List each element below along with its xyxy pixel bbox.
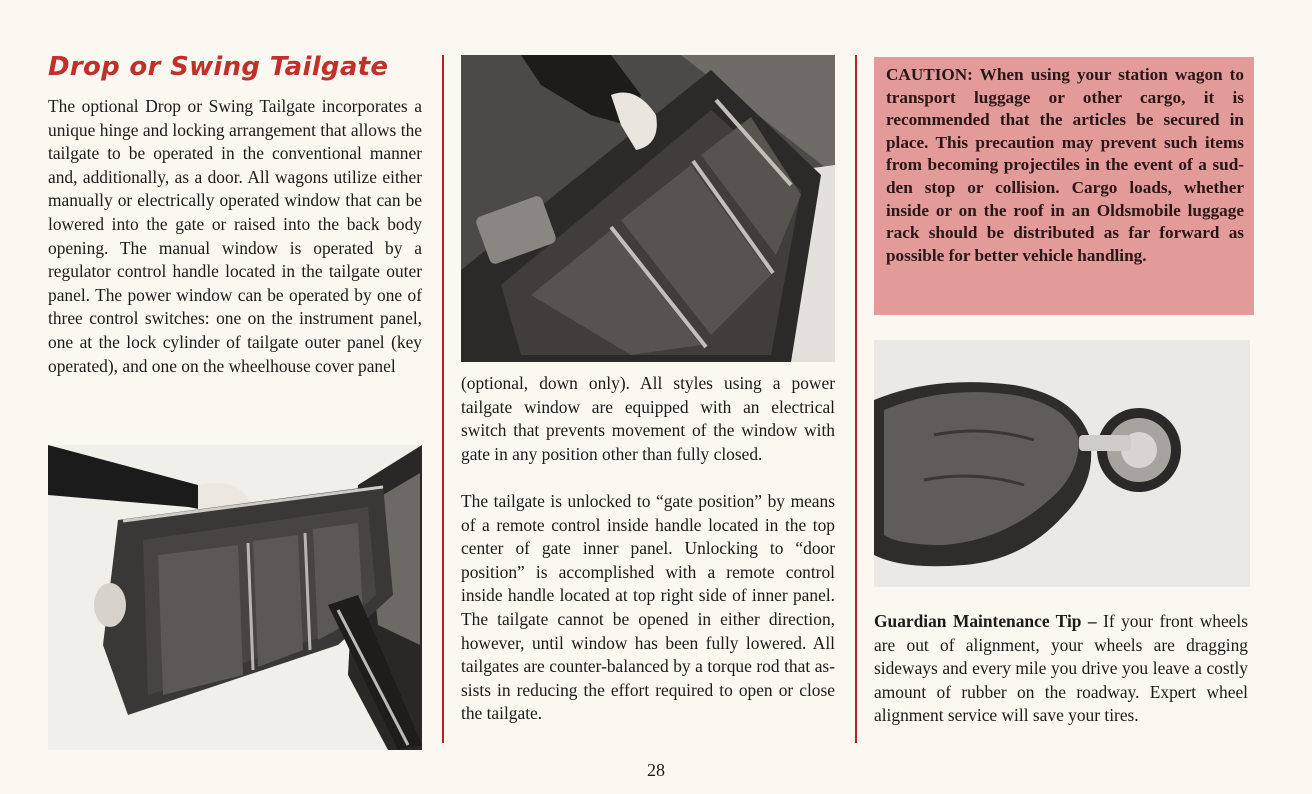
unlocking-description: The tailgate is unlocked to “gate position” by means of a remote control inside handle located in the top center of gate inner panel. Unlocking to “door position” is accomplished with a remote control inside handle located at top right side of inner panel. The tailgate cannot be opened in either direction, however, until window has been fully lowered. All tailgates are counter-balanced by a torque rod that assists in reducing the effort required to open or close the tailgate. [461,491,835,724]
page-number: 28 [647,760,665,780]
column-divider [855,55,857,743]
tailgate-door-photo [48,445,422,750]
caution-text: CAUTION: When using your station wagon to transport luggage or other cargo, it is recommended that the articles be secured in place. This precaution may prevent such items from becoming projectiles in the event of a sudden stop or collision. Cargo loads, whether inside or on the roof in an Oldsmobile luggage rack should be distributed as far forward as possible for better vehicle handling. [886,65,1244,265]
page-title: Drop or Swing Tailgate [48,52,389,82]
tip-heading: Guardian Maintenance Tip – [874,611,1097,631]
tailgate-interior-photo [461,55,835,362]
tailgate-description: The optional Drop or Swing Tailgate incorporates a unique hinge and locking arrangement that allows the tailgate to be operated in the conventional manner and, additionally, as a door. All wagons utilize either manually or electrically operated window that can be lowered into the gate or raised into the back body opening. The manual window is operated by a regulator control handle located in the tailgate outer panel. The power window can be operated by one of three control switches: one on the instrument panel, one at the lock cylinder of tailgate outer panel (key operated), and one on the wheelhouse cover panel [48,96,422,376]
maintenance-tip [874,610,1248,728]
column-divider [442,55,444,743]
caution-box [874,57,1254,315]
key-lock-photo [874,340,1250,587]
tip-body: If your front wheels are out of alignment, your wheels are dragging sideways and every mile you drive you leave a costly amount of rubber on the roadway. Expert wheel alignment service will save your tires. [874,611,1248,726]
power-window-note: (optional, down only). All styles using a power tailgate window are equipped with an electrical switch that prevents movement of the window with gate in any position other than fully closed. [461,373,835,464]
